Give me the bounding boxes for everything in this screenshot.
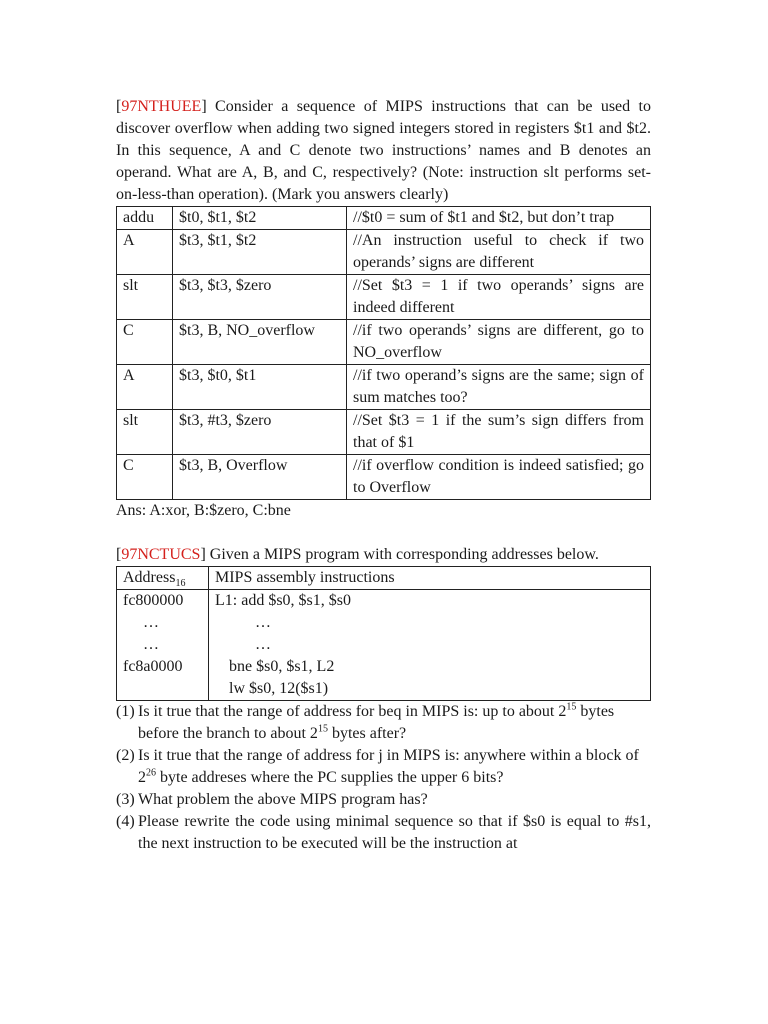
instruction-comment-cell: //Set $t3 = 1 if the sum’s sign differs from that of $1: [347, 410, 651, 455]
address-ellipsis-2: …: [143, 636, 159, 653]
program-table: [116, 566, 651, 701]
instruction-args-cell: $t3, B, NO_overflow: [173, 320, 347, 365]
address-1: fc800000: [123, 592, 184, 609]
instruction-3: lw $s0, 12($s1): [229, 680, 329, 697]
instruction-row: [117, 320, 651, 365]
instruction-args-cell: $t3, $t3, $zero: [173, 275, 347, 320]
problem1-intro: [97NTHUEE] Consider a sequence of MIPS instructions that can be used to discover overflow when adding two signed integers stored in registers $t1 and $t2. In this sequence, A and C denote two instructions’ names and B denotes an operand. What are A, B, and C, respectively? (Note: instruction slt performs set-on-less-than operation). (Mark you answers clearly): [116, 98, 652, 203]
problem2-tag: 97NCTUCS: [121, 546, 201, 563]
instruction-2: bne $s0, $s1, L2: [229, 658, 335, 675]
instruction-comment-cell: //if overflow condition is indeed satisfied; go to Overflow: [347, 455, 651, 500]
document-page: [116, 96, 651, 855]
address-2: fc8a0000: [123, 658, 183, 675]
instruction-comment-cell: //An instruction useful to check if two operands’ signs are different: [347, 230, 651, 275]
instruction-ellipsis-2: …: [255, 636, 271, 653]
instruction-comment-cell: //if two operands’ signs are different, go to NO_overflow: [347, 320, 651, 365]
instruction-comment-cell: //$t0 = sum of $t1 and $t2, but don’t trap: [347, 207, 651, 230]
instruction-op-cell: addu: [117, 207, 173, 230]
instruction-args-cell: $t3, $t1, $t2: [173, 230, 347, 275]
problem2-text: Given a MIPS program with corresponding addresses below.: [209, 546, 599, 563]
problem2-intro: [97NCTUCS] Given a MIPS program with corresponding addresses below.: [116, 546, 599, 563]
problem1-text: Consider a sequence of MIPS instructions that can be used to discover overflow when adding two signed integers stored in registers $t1 and $t2. In this sequence, A and C denote two instructions’ names and B denotes an operand. What are A, B, and C, respectively? (Note: instruction slt performs set-on-less-than operation). (Mark you answers clearly): [116, 98, 652, 203]
instruction-ellipsis-1: …: [255, 614, 271, 631]
instruction-1: L1: add $s0, $s1, $s0: [215, 592, 351, 609]
instruction-op-cell: C: [117, 320, 173, 365]
instruction-op-cell: A: [117, 365, 173, 410]
question-list: [116, 701, 651, 855]
instruction-args-cell: $t3, B, Overflow: [173, 455, 347, 500]
instruction-op-cell: slt: [117, 275, 173, 320]
instruction-row: [117, 275, 651, 320]
instruction-args-cell: $t3, $t0, $t1: [173, 365, 347, 410]
instruction-row: [117, 410, 651, 455]
instruction-comment-cell: //if two operand’s signs are the same; sign of sum matches too?: [347, 365, 651, 410]
instruction-row: [117, 455, 651, 500]
address-cell: [117, 590, 209, 701]
problem1-tag: 97NTHUEE: [121, 98, 202, 115]
instruction-cell: [209, 590, 651, 701]
instruction-table: [116, 206, 651, 500]
instruction-op-cell: slt: [117, 410, 173, 455]
address-ellipsis-1: …: [143, 614, 159, 631]
instruction-op-cell: C: [117, 455, 173, 500]
instruction-comment-cell: //Set $t3 = 1 if two operands’ signs are indeed different: [347, 275, 651, 320]
instruction-args-cell: $t3, #t3, $zero: [173, 410, 347, 455]
instruction-row: [117, 230, 651, 275]
program-header-row: [117, 567, 651, 590]
address-header: Address$_{16}$: [117, 567, 209, 590]
instruction-row: [117, 365, 651, 410]
instruction-row: [117, 207, 651, 230]
instruction-op-cell: A: [117, 230, 173, 275]
instruction-args-cell: $t0, $t1, $t2: [173, 207, 347, 230]
question-2: (2) Is it true that the range of address for j in MIPS is: anywhere within a block of $2^{26}$ byte addreses where the PC supplies the upper 6 bits?: [116, 747, 639, 786]
problem1-answer: Ans: A:xor, B:$zero, C:bne: [116, 502, 291, 519]
question-1: (1) Is it true that the range of address for beq in MIPS is: up to about $2^{15}$ bytes before the branch to about $2^{15}$ bytes after?: [116, 701, 615, 742]
program-body-row: [117, 590, 651, 701]
question-3: (3) What problem the above MIPS program has?: [116, 791, 428, 808]
question-4: (4) Please rewrite the code using minimal sequence so that if $s0 is equal to #s1, the next instruction to be executed will be the instruction at: [116, 813, 651, 852]
instructions-header: MIPS assembly instructions: [209, 567, 651, 590]
